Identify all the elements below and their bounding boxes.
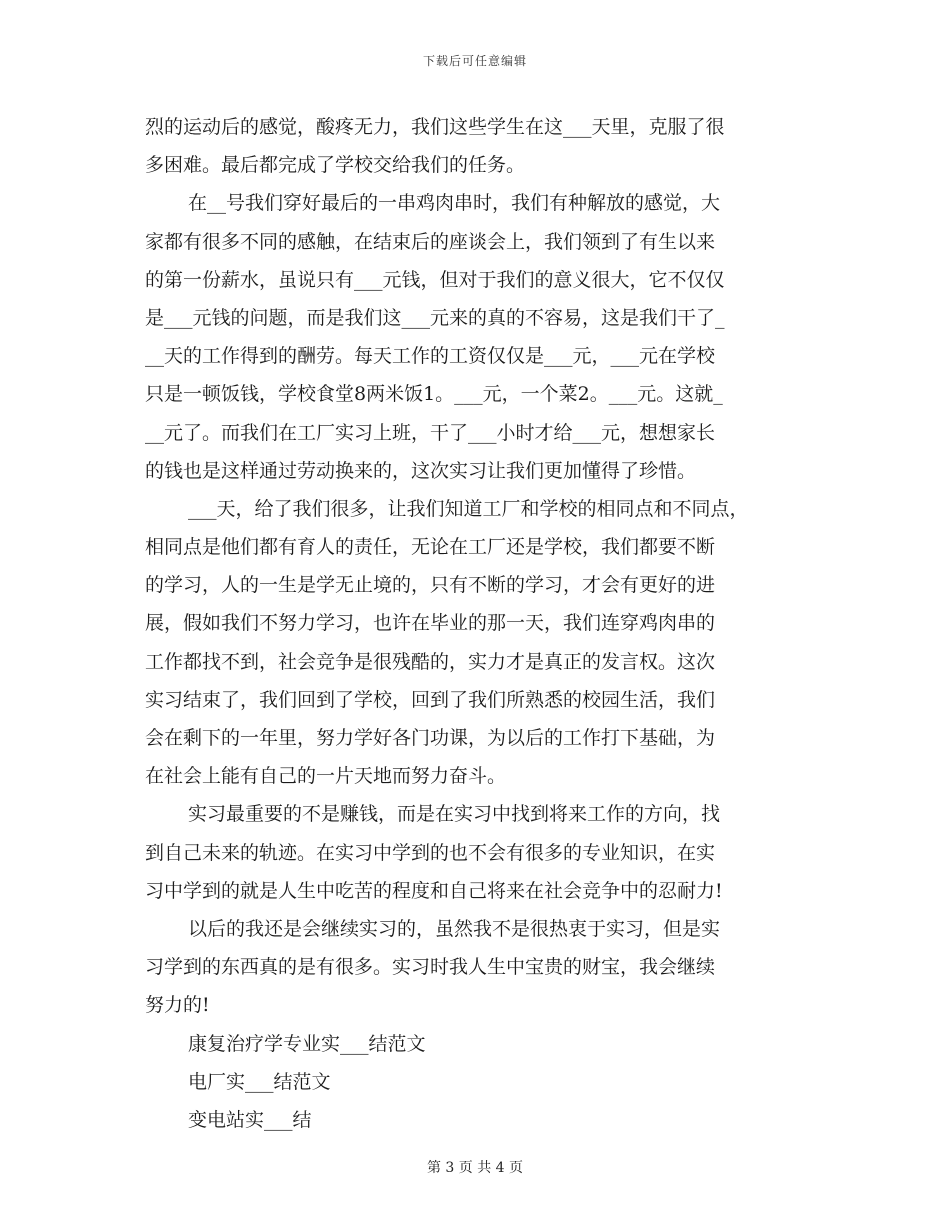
text-line: 电厂实___结范文 [188,1070,331,1093]
text-line: 在__号我们穿好最后的一串鸡肉串时，我们有种解放的感觉，大 [188,192,721,215]
text-line: 会在剩下的一年里，努力学好各门功课，为以后的工作打下基础，为 [145,727,716,749]
text-line: 到自己未来的轨迹。在实习中学到的也不会有很多的专业知识，在实 [145,841,716,864]
text-line: ___天，给了我们很多，让我们知道工厂和学校的相同点和不同点， [188,497,749,520]
text-line: 烈的运动后的感觉，酸疼无力，我们这些学生在这___天里，克服了很 [145,116,725,138]
text-line: 只是一顿饭钱，学校食堂8两米饭1。___元，一个菜2。___元。这就_ [145,383,723,406]
page-footer: 第 3 页 共 4 页 [426,1160,524,1176]
text-line: 康复治疗学专业实___结范文 [188,1032,426,1055]
text-line: 家都有很多不同的感触，在结束后的座谈会上，我们领到了有生以来 [145,230,716,253]
text-line: 习学到的东西真的是有很多。实习时我人生中宝贵的财宝，我会继续 [145,956,716,979]
text-line: 是___元钱的问题，而是我们这___元来的真的不容易，这是我们干了_ [145,306,725,329]
text-line: 的钱也是这样通过劳动换来的，这次实习让我们更加懂得了珍惜。 [145,459,697,482]
text-line: 实习最重要的不是赚钱，而是在实习中找到将来工作的方向，找 [188,803,721,826]
page-header: 下载后可任意编辑 [422,54,527,68]
text-line: 努力的! [145,994,210,1017]
text-line: 以后的我还是会继续实习的，虽然我不是很热衷于实习，但是实 [188,917,721,940]
text-line: 的第一份薪水，虽说只有___元钱，但对于我们的意义很大，它不仅仅 [145,268,725,291]
text-line: __元了。而我们在工厂实习上班，干了___小时才给___元，想想家长 [145,421,716,444]
text-line: 的学习，人的一生是学无止境的，只有不断的学习，才会有更好的进 [145,574,716,597]
text-line: 展，假如我们不努力学习，也许在毕业的那一天，我们连穿鸡肉串的 [145,612,716,635]
text-line: 实习结束了，我们回到了学校，回到了我们所熟悉的校园生活，我们 [145,688,716,711]
document-body [145,108,813,1139]
text-line: 相同点是他们都有育人的责任，无论在工厂还是学校，我们都要不断 [145,536,716,559]
text-line: 在社会上能有自己的一片天地而努力奋斗。 [145,765,507,788]
text-line: 工作都找不到，社会竞争是很残酷的，实力才是真正的发言权。这次 [145,650,716,673]
text-line: 习中学到的就是人生中吃苦的程度和自己将来在社会竞争中的忍耐力! [145,879,723,902]
text-line: __天的工作得到的酬劳。每天工作的工资仅仅是___元，___元在学校 [145,345,716,368]
text-line: 变电站实___结 [188,1108,312,1131]
text-line: 多困难。最后都完成了学校交给我们的任务。 [145,154,526,177]
